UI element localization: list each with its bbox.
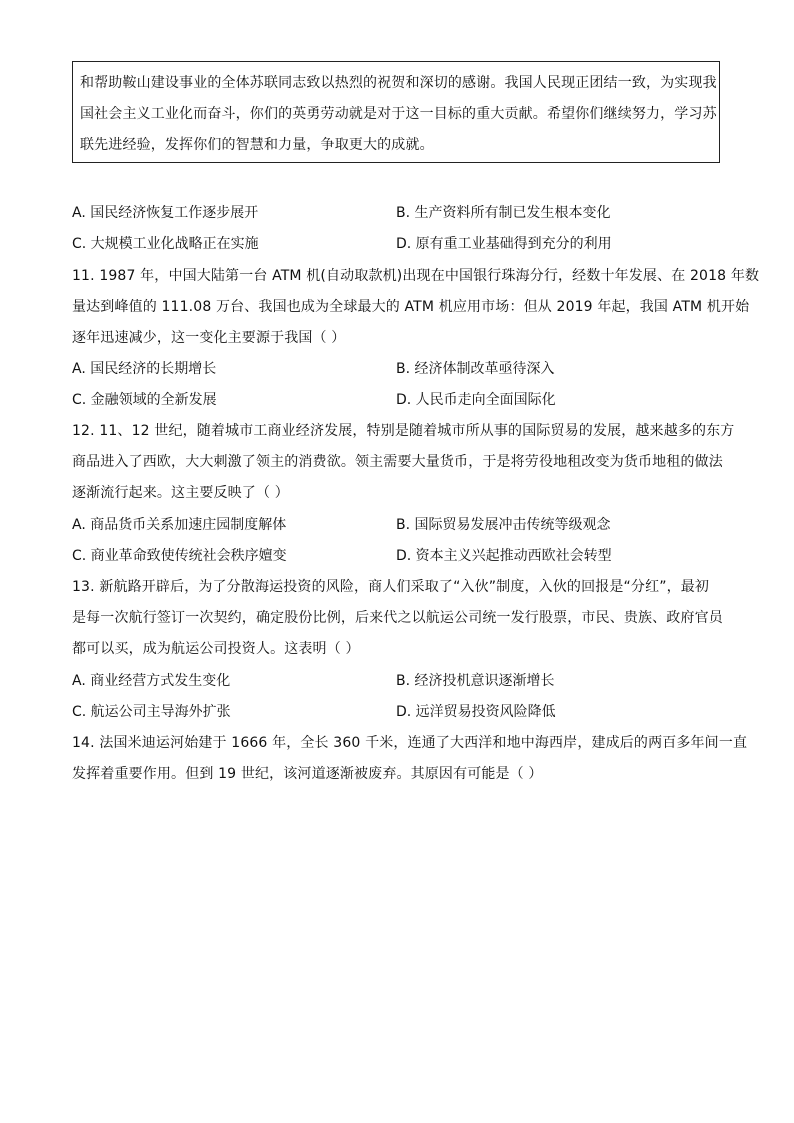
q11-option-a: A. 国民经济的长期增长 — [72, 361, 217, 377]
q13-stem-line: 13. 新航路开辟后，为了分散海运投资的风险，商人们采取了“入伙”制度，入伙的回报是“分红”，最初 — [72, 579, 710, 595]
q11-option-c: C. 金融领域的全新发展 — [72, 392, 217, 408]
q12-stem-line: 逐渐流行起来。这主要反映了（ ） — [72, 485, 289, 501]
q13-option-c: C. 航运公司主导海外扩张 — [72, 704, 231, 720]
q11-option-d: D. 人民币走向全面国际化 — [396, 392, 556, 408]
q11-option-b: B. 经济体制改革亟待深入 — [396, 361, 555, 377]
q12-option-c: C. 商业革命致使传统社会秩序嬗变 — [72, 548, 287, 564]
q11-stem-line: 逐年迅速减少，这一变化主要源于我国（ ） — [72, 330, 346, 346]
q10-option-c: C. 大规模工业化战略正在实施 — [72, 236, 259, 252]
q10-option-b: B. 生产资料所有制已发生根本变化 — [396, 205, 611, 221]
q12-option-a: A. 商品货币关系加速庄园制度解体 — [72, 517, 287, 533]
q12-option-b: B. 国际贸易发展冲击传统等级观念 — [396, 517, 611, 533]
q12-option-d: D. 资本主义兴起推动西欧社会转型 — [396, 548, 612, 564]
q12-stem-line: 12. 11、12 世纪，随着城市工商业经济发展，特别是随着城市所从事的国际贸易的发展，越来越多的东方 — [72, 423, 735, 439]
q14-stem-line: 发挥着重要作用。但到 19 世纪，该河道逐渐被废弃。其原因有可能是（ ） — [72, 766, 543, 782]
q13-stem-line: 都可以买，成为航运公司投资人。这表明（ ） — [72, 641, 360, 657]
q10-option-d: D. 原有重工业基础得到充分的利用 — [396, 236, 612, 252]
q10-option-a: A. 国民经济恢复工作逐步展开 — [72, 205, 259, 221]
q11-stem-line: 量达到峰值的 111.08 万台、我国也成为全球最大的 ATM 机应用市场：但从 2019 年起，我国 ATM 机开始 — [72, 299, 750, 315]
quote-line: 国社会主义工业化而奋斗，你们的英勇劳动就是对于这一目标的重大贡献。希望你们继续努力，学习苏 — [80, 106, 717, 122]
q12-stem-line: 商品进入了西欧，大大刺激了领主的消费欲。领主需要大量货币，于是将劳役地租改变为货币地租的做法 — [72, 454, 723, 470]
q14-stem-line: 14. 法国米迪运河始建于 1666 年，全长 360 千米，连通了大西洋和地中海西岸，建成后的两百多年间一直 — [72, 735, 748, 751]
quote-line: 和帮助鞍山建设事业的全体苏联同志致以热烈的祝贺和深切的感谢。我国人民现正团结一致，为实现我 — [80, 75, 717, 91]
q13-option-b: B. 经济投机意识逐渐增长 — [396, 673, 555, 689]
quote-line: 联先进经验，发挥你们的智慧和力量，争取更大的成就。 — [80, 137, 434, 153]
q11-stem-line: 11. 1987 年，中国大陆第一台 ATM 机(自动取款机)出现在中国银行珠海分行，经数十年发展、在 2018 年数 — [72, 268, 760, 284]
q13-stem-line: 是每一次航行签订一次契约，确定股份比例，后来代之以航运公司统一发行股票，市民、贵族、政府官员 — [72, 610, 723, 626]
q13-option-a: A. 商业经营方式发生变化 — [72, 673, 231, 689]
q13-option-d: D. 远洋贸易投资风险降低 — [396, 704, 556, 720]
